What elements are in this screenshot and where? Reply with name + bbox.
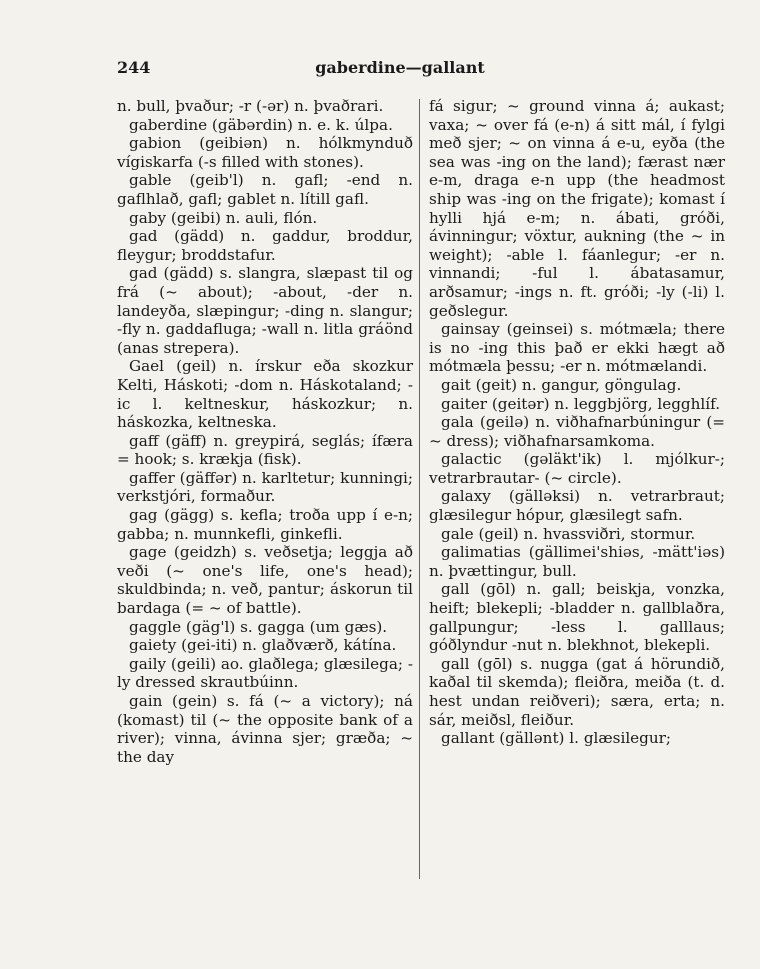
dictionary-entry: gad (gädd) n. gaddur, broddur, fleygur; broddstafur. <box>117 227 413 264</box>
dictionary-entry: gable (geib'l) n. gafl; -end n. gaflhlað, gafl; gablet n. lítill gafl. <box>117 171 413 208</box>
dictionary-columns <box>117 97 727 887</box>
dictionary-entry: gale (geil) n. hvassviðri, stormur. <box>441 524 696 543</box>
dictionary-entry: gaff (gäff) n. greypirá, seglás; ífæra = hook; s. krækja (fisk). <box>117 431 413 469</box>
dictionary-entry: gag (gägg) s. kefla; troða upp í e-n; gabba; n. munnkefli, ginkefli. <box>117 506 413 543</box>
dictionary-entry: Gael (geil) n. írskur eða skozkur Kelti, Háskoti; -dom n. Háskotaland; -ic l. keltneskur, háskozkur; n. háskozka, keltneska. <box>117 357 413 432</box>
dictionary-entry: gaffer (gäffər) n. karltetur; kunningi; verkstjóri, formaður. <box>117 468 414 506</box>
dictionary-entry: gallant (gällənt) l. glæsilegur; <box>441 729 672 748</box>
dictionary-entry: gage (geidzh) s. veðsetja; leggja að veði (~ one's life, one's head); skuldbinda; n. veð, pantur; áskorun til bardaga (= ~ of battle). <box>117 543 413 618</box>
dictionary-entry: galaxy (gälləksi) n. vetrarbraut; glæsilegur hópur, glæsilegt safn. <box>429 487 725 525</box>
dictionary-entry: gaiter (geitər) n. leggbjörg, legghlíf. <box>441 394 721 413</box>
dictionary-entry: gainsay (geinsei) s. mótmæla; there is no -ing this það er ekki hægt að mótmæla þessu; -er n. mótmælandi. <box>429 320 725 376</box>
dictionary-entry: gaiety (gei-iti) n. glaðværð, kátína. <box>129 636 397 655</box>
dictionary-entry: gad (gädd) s. slangra, slæpast til og frá (~ about); -about, -der n. landeyða, slæpingur; -ding n. slangur; -fly n. gaddafluga; -wall n. litla gráönd (anas strepera). <box>117 264 413 357</box>
dictionary-entry: galimatias (gällimei'shiəs, -mätt'iəs) n. þvættingur, bull. <box>429 543 725 580</box>
dictionary-entry: n. bull, þvaður; -r (-ər) n. þvaðrari. <box>117 97 384 115</box>
dictionary-entry: gaberdine (gäbərdin) n. e. k. úlpa. <box>129 115 393 134</box>
dictionary-entry: gait (geit) n. gangur, göngulag. <box>441 375 682 394</box>
dictionary-entry: gabion (geibiən) n. hólkmynduð vígiskarfa (-s filled with stones). <box>117 134 413 171</box>
dictionary-entry: galactic (gəläkt'ik) l. mjólkur-; vetrarbrautar- (~ circle). <box>429 450 725 487</box>
page-header <box>115 58 645 84</box>
page-number: 244 <box>117 58 151 77</box>
dictionary-entry: gall (gōl) s. nugga (gat á hörundið, kaðal til skemda); fleiðra, meiða (t. d. hest undan reiðveri); særa, erta; n. sár, meiðsl, fleiður. <box>429 654 725 729</box>
dictionary-entry: gaily (geili) ao. glaðlega; glæsilega; -ly dressed skrautbúinn. <box>117 654 413 692</box>
right-column <box>429 97 725 748</box>
dictionary-entry: gala (geilə) n. viðhafnarbúningur (= ~ dress); viðhafnarsamkoma. <box>429 413 725 450</box>
column-divider <box>419 99 420 879</box>
dictionary-entry: gaby (geibi) n. auli, flón. <box>129 208 318 227</box>
dictionary-entry: gaggle (gäg'l) s. gagga (um gæs). <box>129 617 388 636</box>
running-head: gaberdine—gallant <box>315 58 485 77</box>
left-column <box>117 97 413 766</box>
dictionary-entry: gall (gōl) n. gall; beiskja, vonzka, heift; blekepli; -bladder n. gallblaðra, gallpungur; -less l. galllaus; góðlyndur -nut n. blekhnot, blekepli. <box>429 580 725 655</box>
dictionary-entry: gain (gein) s. fá (~ a victory); ná (komast) til (~ the opposite bank of a river); vinna, ávinna sjer; græða; ~ the day <box>117 692 413 766</box>
dictionary-entry: fá sigur; ~ ground vinna á; aukast; vaxa; ~ over fá (e-n) á sitt mál, í fylgi með sjer; ~ on vinna á e-u, eyða (the sea was -ing on the land); færast nær e-m, draga e-n upp (the headmost ship was -ing on the frigate); komast í hylli hjá e-m; n. ábati, gróði, ávinningur; vöxtur, aukning (the ~ in weight); -able l. fáanlegur; -er n. vinnandi; -ful l. ábatasamur, arðsamur; -ings n. ft. gróði; -ly (-li) l. geðslegur. <box>429 97 725 320</box>
